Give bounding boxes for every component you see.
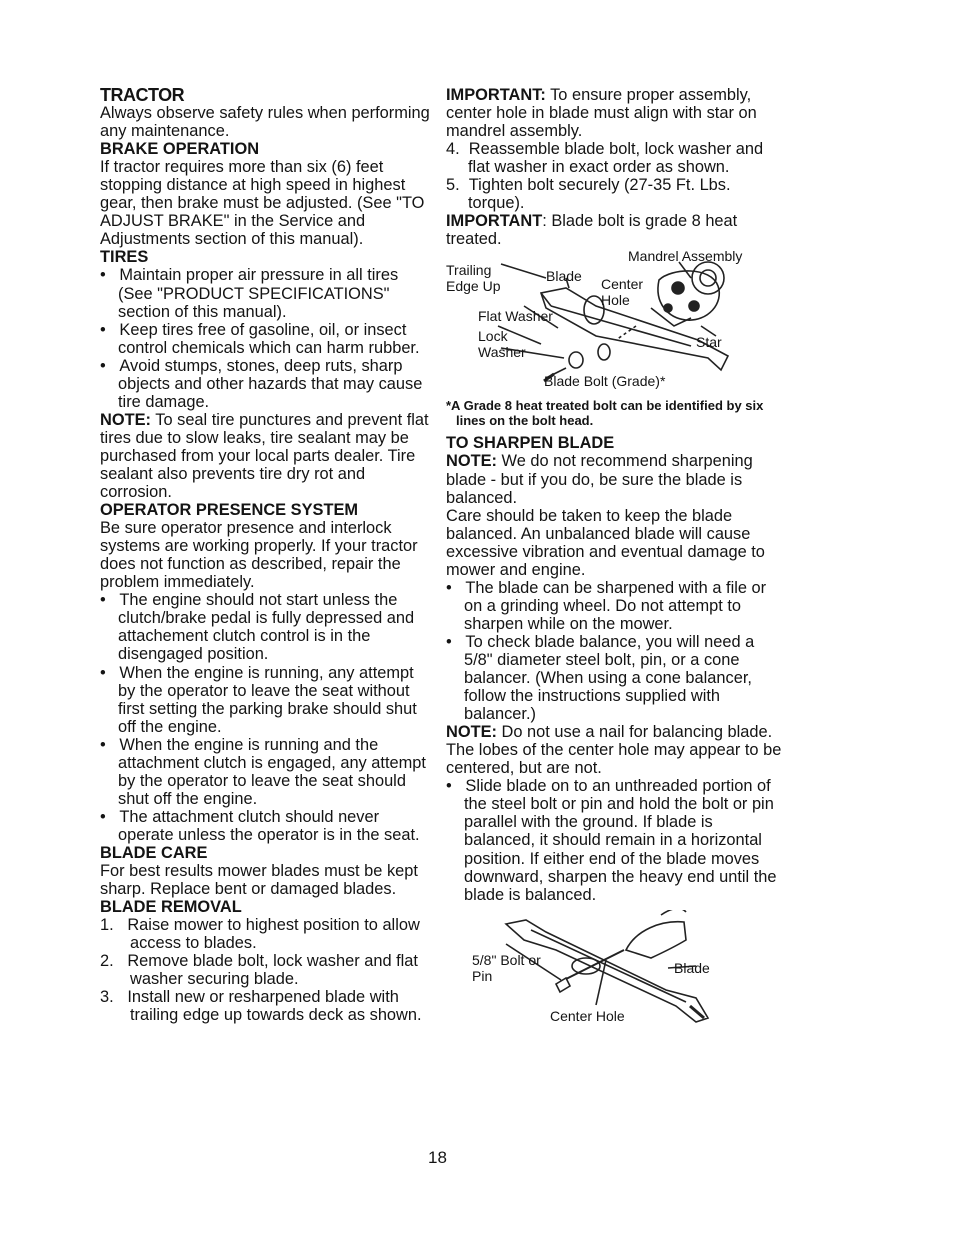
page-number: 18 <box>428 1148 447 1167</box>
step-number: 5. <box>446 176 460 195</box>
list-item-text: The attachment clutch should never operate unless the operator is in the seat. <box>118 807 420 844</box>
figure-label: Blade Bolt (Grade)* <box>544 373 666 390</box>
list-item-text: Slide blade on to an unthreaded portion of the steel bolt or pin and hold the bolt or pin parallel with the ground. If blade is balanced, it should remain in a horizontal position. If either end of the blade moves downward, sharpen the heavy end until the blade is balanced. <box>464 777 777 904</box>
intro-text: Always observe safety rules when performing any maintenance. <box>100 104 430 141</box>
heading-to-sharpen-blade: TO SHARPEN BLADE <box>446 434 615 453</box>
note-label: NOTE: <box>446 452 497 471</box>
list-item: • The engine should not start unless the clutch/brake pedal is fully depressed and attachement clutch control is in the disengaged position. <box>100 591 415 664</box>
blade-care-text: For best results mower blades must be kept sharp. Replace bent or damaged blades. <box>100 862 418 899</box>
figure-label: Center Hole <box>550 1007 625 1024</box>
figure-label: 5/8" Bolt or <box>472 951 541 968</box>
important-note-1 <box>446 86 786 140</box>
figure-label: Mandrel Assembly <box>628 248 743 265</box>
footnote: *A Grade 8 heat treated bolt can be identified by six lines on the bolt head. <box>446 398 764 429</box>
heading-operator-presence: OPERATOR PRESENCE SYSTEM <box>100 501 359 520</box>
step-number: 2. <box>100 952 114 971</box>
important-label: IMPORTANT <box>446 212 543 231</box>
note-text: To seal tire punctures and prevent flat tires due to slow leaks, tire sealant may be purchased from your local parts dealer. Tire sealant also prevents tire dry rot and corrosion. <box>100 410 429 502</box>
list-item: • Avoid stumps, stones, deep ruts, sharp objects and other hazards that may cause tire damage. <box>100 356 423 411</box>
figure-label: Blade <box>546 268 582 285</box>
figure-label: Trailing <box>446 262 492 279</box>
important-note-2 <box>446 212 786 248</box>
heading-blade-removal: BLADE REMOVAL <box>100 898 242 917</box>
step-item <box>100 988 430 1024</box>
heading-brake-operation: BRAKE OPERATION <box>100 140 260 159</box>
tires-note <box>100 411 430 501</box>
list-item-text: Maintain proper air pressure in all tires (See "PRODUCT SPECIFICATIONS" section of this manual). <box>118 266 399 321</box>
step-text: Tighten bolt securely (27-35 Ft. Lbs. torque). <box>468 176 731 213</box>
important-label: IMPORTANT: <box>446 86 546 104</box>
figure-label: Lock <box>478 328 508 345</box>
right-column <box>446 86 786 1038</box>
note-text: Do not use a nail for balancing blade. The lobes of the center hole may appear to be centered, but are not. <box>446 723 782 778</box>
figure-label: Washer <box>478 344 526 361</box>
list-item: • When the engine is running and the attachment clutch is engaged, any attempt by the operator to leave the seat should shut off the engine. <box>100 735 426 808</box>
list-item-text: The engine should not start unless the clutch/brake pedal is fully depressed and attachement clutch control is in the disengaged position. <box>118 591 415 664</box>
left-column <box>100 86 430 1024</box>
sharpen-note-1 <box>446 452 786 506</box>
step-text: Reassemble blade bolt, lock washer and flat washer in exact order as shown. <box>468 140 764 177</box>
list-item: • To check blade balance, you will need a 5/8" diameter steel bolt, pin, or a cone balancer. (When using a cone balancer, follow the instructions supplied with balancer.) <box>446 632 755 724</box>
sharpen-note-2 <box>446 723 786 777</box>
figure-label: Center <box>601 276 644 293</box>
figure-label: Flat Washer <box>478 308 553 325</box>
step-item <box>446 140 786 176</box>
list-item: • Keep tires free of gasoline, oil, or insect control chemicals which can harm rubber. <box>100 320 420 357</box>
sharpen-text: Care should be taken to keep the blade balanced. An unbalanced blade will cause excessive vibration and eventual damage to mower and engine. <box>446 506 765 579</box>
step-item <box>100 952 430 988</box>
note-label: NOTE: <box>446 723 497 742</box>
step-text: Install new or resharpened blade with trailing edge up towards deck as shown. <box>127 988 422 1025</box>
list-item-text: When the engine is running and the attachment clutch is engaged, any attempt by the operator to leave the seat should shut off the engine. <box>118 735 426 808</box>
list-item: • Maintain proper air pressure in all tires (See "PRODUCT SPECIFICATIONS" section of this manual). <box>100 266 399 321</box>
list-item-text: The blade can be sharpened with a file or on a grinding wheel. Do not attempt to sharpen while on the mower. <box>464 578 767 633</box>
step-number: 3. <box>100 988 114 1007</box>
section-title-tractor: TRACTOR <box>100 85 185 105</box>
list-item: • Slide blade on to an unthreaded portion of the steel bolt or pin and hold the bolt or pin parallel with the ground. If blade is balanced, it should remain in a horizontal position. If either end of the blade moves downward, sharpen the heavy end until the blade is balanced. <box>446 777 777 904</box>
important-text: : Blade bolt is grade 8 heat treated. <box>446 212 738 249</box>
heading-blade-care: BLADE CARE <box>100 843 208 862</box>
list-item: • The blade can be sharpened with a file or on a grinding wheel. Do not attempt to sharpen while on the mower. <box>446 578 767 633</box>
note-label: NOTE: <box>100 410 151 429</box>
important-text: To ensure proper assembly, center hole in blade must align with star on mandrel assembly. <box>446 86 757 141</box>
ops-text: Be sure operator presence and interlock systems are working properly. If your tractor does not function as described, repair the problem immediately. <box>100 519 418 592</box>
step-item <box>100 916 430 952</box>
figure-label: Star <box>696 334 722 351</box>
step-number: 1. <box>100 916 114 935</box>
figure-label: Blade <box>674 959 710 976</box>
figure-label: Hole <box>601 292 630 309</box>
step-text: Remove blade bolt, lock washer and flat washer securing blade. <box>127 952 418 989</box>
step-item <box>446 176 786 212</box>
note-text: We do not recommend sharpening blade - but if you do, be sure the blade is balanced. <box>446 452 753 507</box>
list-item-text: To check blade balance, you will need a 5/8" diameter steel bolt, pin, or a cone balancer. (When using a cone balancer, follow the instructions supplied with balancer.) <box>464 632 755 724</box>
blade-assembly-figure <box>446 248 786 398</box>
heading-tires: TIRES <box>100 248 149 267</box>
list-item-text: Avoid stumps, stones, deep ruts, sharp objects and other hazards that may cause tire damage. <box>118 356 423 411</box>
step-number: 4. <box>446 140 460 159</box>
figure-label: Edge Up <box>446 278 501 295</box>
list-item: • The attachment clutch should never operate unless the operator is in the seat. <box>100 807 420 844</box>
list-item: • When the engine is running, any attempt by the operator to leave the seat without first setting the parking brake should shut off the engine. <box>100 663 417 736</box>
figure-label: Pin <box>472 967 493 984</box>
brake-text: If tractor requires more than six (6) feet stopping distance at high speed in highest gear, then brake must be adjusted. (See "TO ADJUST BRAKE" in the Service and Adjustments section of this manual). <box>100 158 425 249</box>
step-text: Raise mower to highest position to allow access to blades. <box>127 916 420 953</box>
list-item-text: When the engine is running, any attempt by the operator to leave the seat without first setting the parking brake should shut off the engine. <box>118 663 417 736</box>
list-item-text: Keep tires free of gasoline, oil, or insect control chemicals which can harm rubber. <box>118 320 420 357</box>
blade-balance-figure <box>446 910 786 1038</box>
